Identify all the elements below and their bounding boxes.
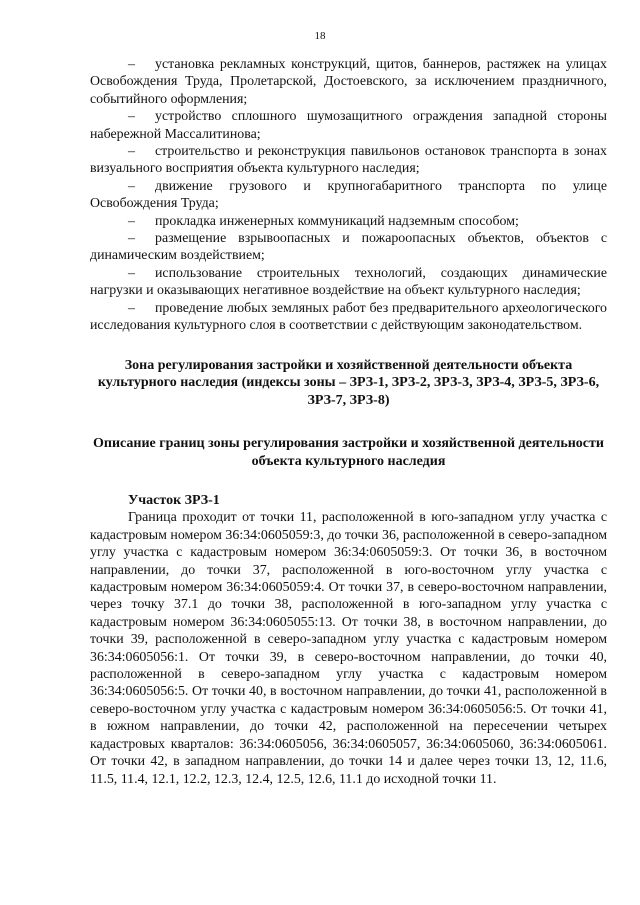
zone-heading: Зона регулирования застройки и хозяйственной деятельности объекта культурного наследия (индексы зоны – ЗРЗ-1, ЗРЗ-2, ЗРЗ-3, ЗРЗ-4, ЗРЗ-5, ЗРЗ-6, ЗРЗ-7, ЗРЗ-8) xyxy=(97,357,600,408)
list-item-text: использование строительных технологий, создающих динамические нагрузки и оказывающих негативное воздействие на объект культурного наследия; xyxy=(90,265,607,299)
page-number: 18 xyxy=(314,30,326,42)
list-item-text: размещение взрывоопасных и пожароопасных объектов, объектов с динамическим воздействием; xyxy=(90,231,607,264)
list-dash: – xyxy=(128,144,135,160)
list-item-text: прокладка инженерных коммуникаций надземным способом; xyxy=(155,213,519,229)
boundary-description: Граница проходит от точки 11, расположенной в юго-западном углу участка с кадастровым номером 36:34:0605059:3, до точки 36, расположенной в северо-западном углу участка с кадастровым номером 36:34:0605059:3. От точки 36, в восточном направлении, до точки 37, расположенной в юго-восточном углу участка с кадастровым номером 36:34:0605059:4. От точки 37, в северо-восточном направлении, через точку 37.1 до точки 38, расположенной в юго-западном углу участка с кадастровым номером 36:34:0605055:13. От точки 38, в восточном направлении, до точки 39, расположенной в северо-западном углу участка с кадастровым номером 36:34:0605056:1. От точки 39, в северо-восточном направлении, до точки 40, расположенной в северо-западном углу участка с кадастровым номером 36:34:0605056:5. От точки 40, в восточном направлении, до точки 41, расположенной в северо-восточном углу участка с кадастровым номером 36:34:0605056:5. От точки 41, в южном направлении, до точки 42, расположенной на пересечении четырех кадастровых кварталов: 36:34:0605056, 36:34:0605057, 36:34:0605060, 36:34:0605061. От точки 42, в западном направлении, до точки 14 и далее через точки 13, 12, 11.6, 11.5, 11.4, 12.1, 12.2, 12.3, 12.4, 12.5, 12.6, 11.1 до исходной точки 11. xyxy=(90,510,607,787)
plot-title: Участок ЗРЗ-1 xyxy=(128,493,220,508)
list-item xyxy=(90,178,607,213)
list-dash: – xyxy=(128,57,135,72)
list-dash: – xyxy=(128,213,135,229)
list-dash: – xyxy=(128,300,135,316)
page-content xyxy=(90,56,607,788)
list-dash: – xyxy=(128,231,135,247)
list-item-text: строительство и реконструкция павильонов остановок транспорта в зонах визуального восприятия объекта культурного наследия; xyxy=(90,144,607,177)
boundaries-heading: Описание границ зоны регулирования застройки и хозяйственной деятельности объекта культурного наследия xyxy=(93,436,604,469)
list-dash: – xyxy=(128,178,135,194)
restriction-list xyxy=(90,56,607,335)
list-dash: – xyxy=(128,109,135,125)
list-item-text: установка рекламных конструкций, щитов, баннеров, растяжек на улицах Освобождения Труда, Пролетарской, Достоевского, за исключением праздничного, событийного оформления; xyxy=(90,57,607,107)
list-item-text: движение грузового и крупногабаритного транспорта по улице Освобождения Труда; xyxy=(90,178,607,212)
list-item xyxy=(90,265,607,300)
list-item xyxy=(90,230,607,265)
list-item-text: проведение любых земляных работ без предварительного археологического исследования культурного слоя в соответствии с действующим законодательством. xyxy=(90,300,607,334)
list-item-text: устройство сплошного шумозащитного ограждения западной стороны набережной Массалитинова; xyxy=(90,109,607,142)
list-item xyxy=(90,300,607,335)
list-item xyxy=(90,143,607,178)
list-item xyxy=(90,108,607,143)
list-item xyxy=(90,213,607,230)
list-item xyxy=(90,56,607,108)
list-dash: – xyxy=(128,265,135,281)
